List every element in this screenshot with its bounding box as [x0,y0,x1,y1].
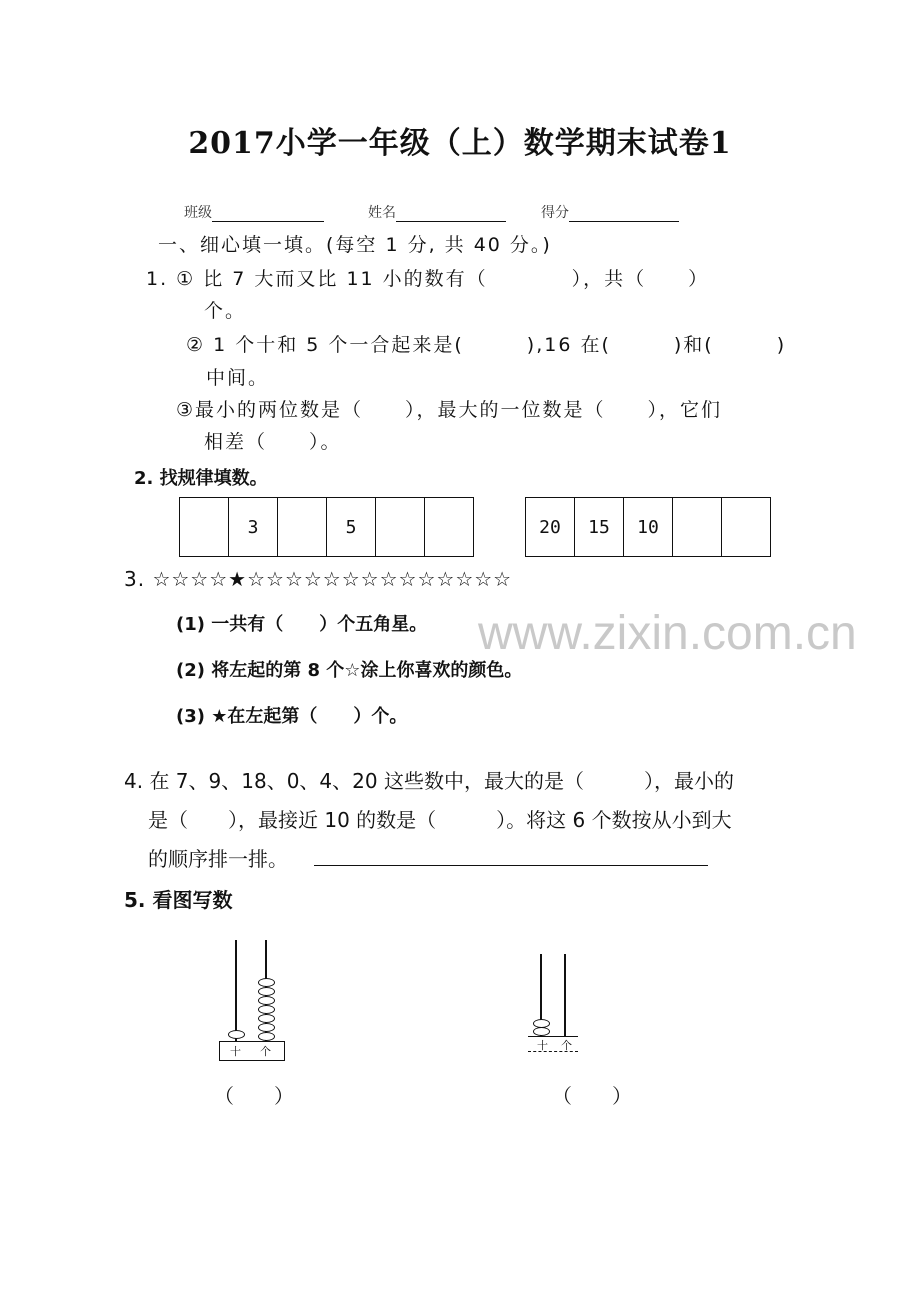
name-field [368,202,506,222]
abacus1-bead [258,1005,275,1014]
abacus2-base-bottom [528,1051,578,1052]
abacus1-base [219,1041,285,1061]
sequence-boxes-1 [179,497,474,557]
abacus2-ones-label: 个 [561,1039,572,1052]
abacus2-answer[interactable]: （ ） [552,1084,632,1108]
seq1-cell: 5 [327,498,376,557]
abacus1-bead [228,1030,245,1039]
abacus1-answer[interactable]: （ ） [214,1084,294,1108]
q1-3-line2: 相差（ ）。 [204,431,342,453]
q3-part2: (2) 将左起的第 8 个☆涂上你喜欢的颜色。 [176,660,523,681]
class-label: 班级 [184,205,212,221]
abacus1-ones-label: 个 [260,1045,271,1058]
abacus1-tens-rod [235,940,237,1042]
q5-label: 5. 看图写数 [124,888,233,912]
seq1-cell[interactable] [278,498,327,557]
abacus1-bead [258,987,275,996]
q4-line3: 的顺序排一排。 [148,847,288,871]
watermark: www.zixin.com.cn [478,607,857,660]
q1-2-line2: 中间。 [206,367,270,389]
page-title: 2017小学一年级（上）数学期末试卷1 [188,126,732,161]
seq1-cell[interactable] [376,498,425,557]
abacus1-bead [258,1023,275,1032]
section1-heading: 一、细心填一填。(每空 1 分, 共 40 分。) [158,234,552,256]
q4-answer-line[interactable] [314,865,708,866]
class-blank[interactable] [212,206,324,222]
seq2-cell[interactable] [673,498,722,557]
q1-3-line1: ③最小的两位数是（ ），最大的一位数是（ ），它们 [176,399,723,421]
score-label: 得分 [541,205,569,221]
q1-1-line2: 个。 [204,300,247,322]
score-blank[interactable] [569,206,679,222]
score-field [541,202,679,222]
q2-label: 2. 找规律填数。 [134,468,268,489]
abacus2-bead [533,1019,550,1028]
abacus2-ones-rod [564,954,566,1036]
q4-line1: 4. 在 7、9、18、0、4、20 这些数中，最大的是（ ），最小的 [124,769,734,793]
q3-stars: 3. ☆☆☆☆★☆☆☆☆☆☆☆☆☆☆☆☆☆☆ [124,567,513,591]
abacus1-bead [258,1032,275,1041]
abacus1-bead [258,978,275,987]
q3-part1: (1) 一共有（ ）个五角星。 [176,614,428,635]
q3-part3: (3) ★在左起第（ ）个。 [176,706,408,727]
seq1-cell[interactable] [180,498,229,557]
abacus2-tens-label: 十 [537,1039,548,1052]
abacus1-bead [258,1014,275,1023]
abacus1-tens-label: 十 [230,1045,241,1058]
seq1-cell[interactable] [425,498,474,557]
name-blank[interactable] [396,206,506,222]
seq1-cell: 3 [229,498,278,557]
seq2-cell: 10 [624,498,673,557]
seq2-cell: 15 [575,498,624,557]
class-field [184,202,324,222]
sequence-boxes-2 [525,497,771,557]
seq2-cell: 20 [526,498,575,557]
q4-line2: 是（ ），最接近 10 的数是（ ）。将这 6 个数按从小到大 [148,808,732,832]
abacus2-bead [533,1027,550,1036]
q1-2-line1: ② 1 个十和 5 个一合起来是( ),16 在( )和( ) [186,334,787,356]
abacus1-bead [258,996,275,1005]
name-label: 姓名 [368,205,396,221]
q1-1-line1: 1. ① 比 7 大而又比 11 小的数有（ ），共（ ） [146,268,710,290]
seq2-cell[interactable] [722,498,771,557]
